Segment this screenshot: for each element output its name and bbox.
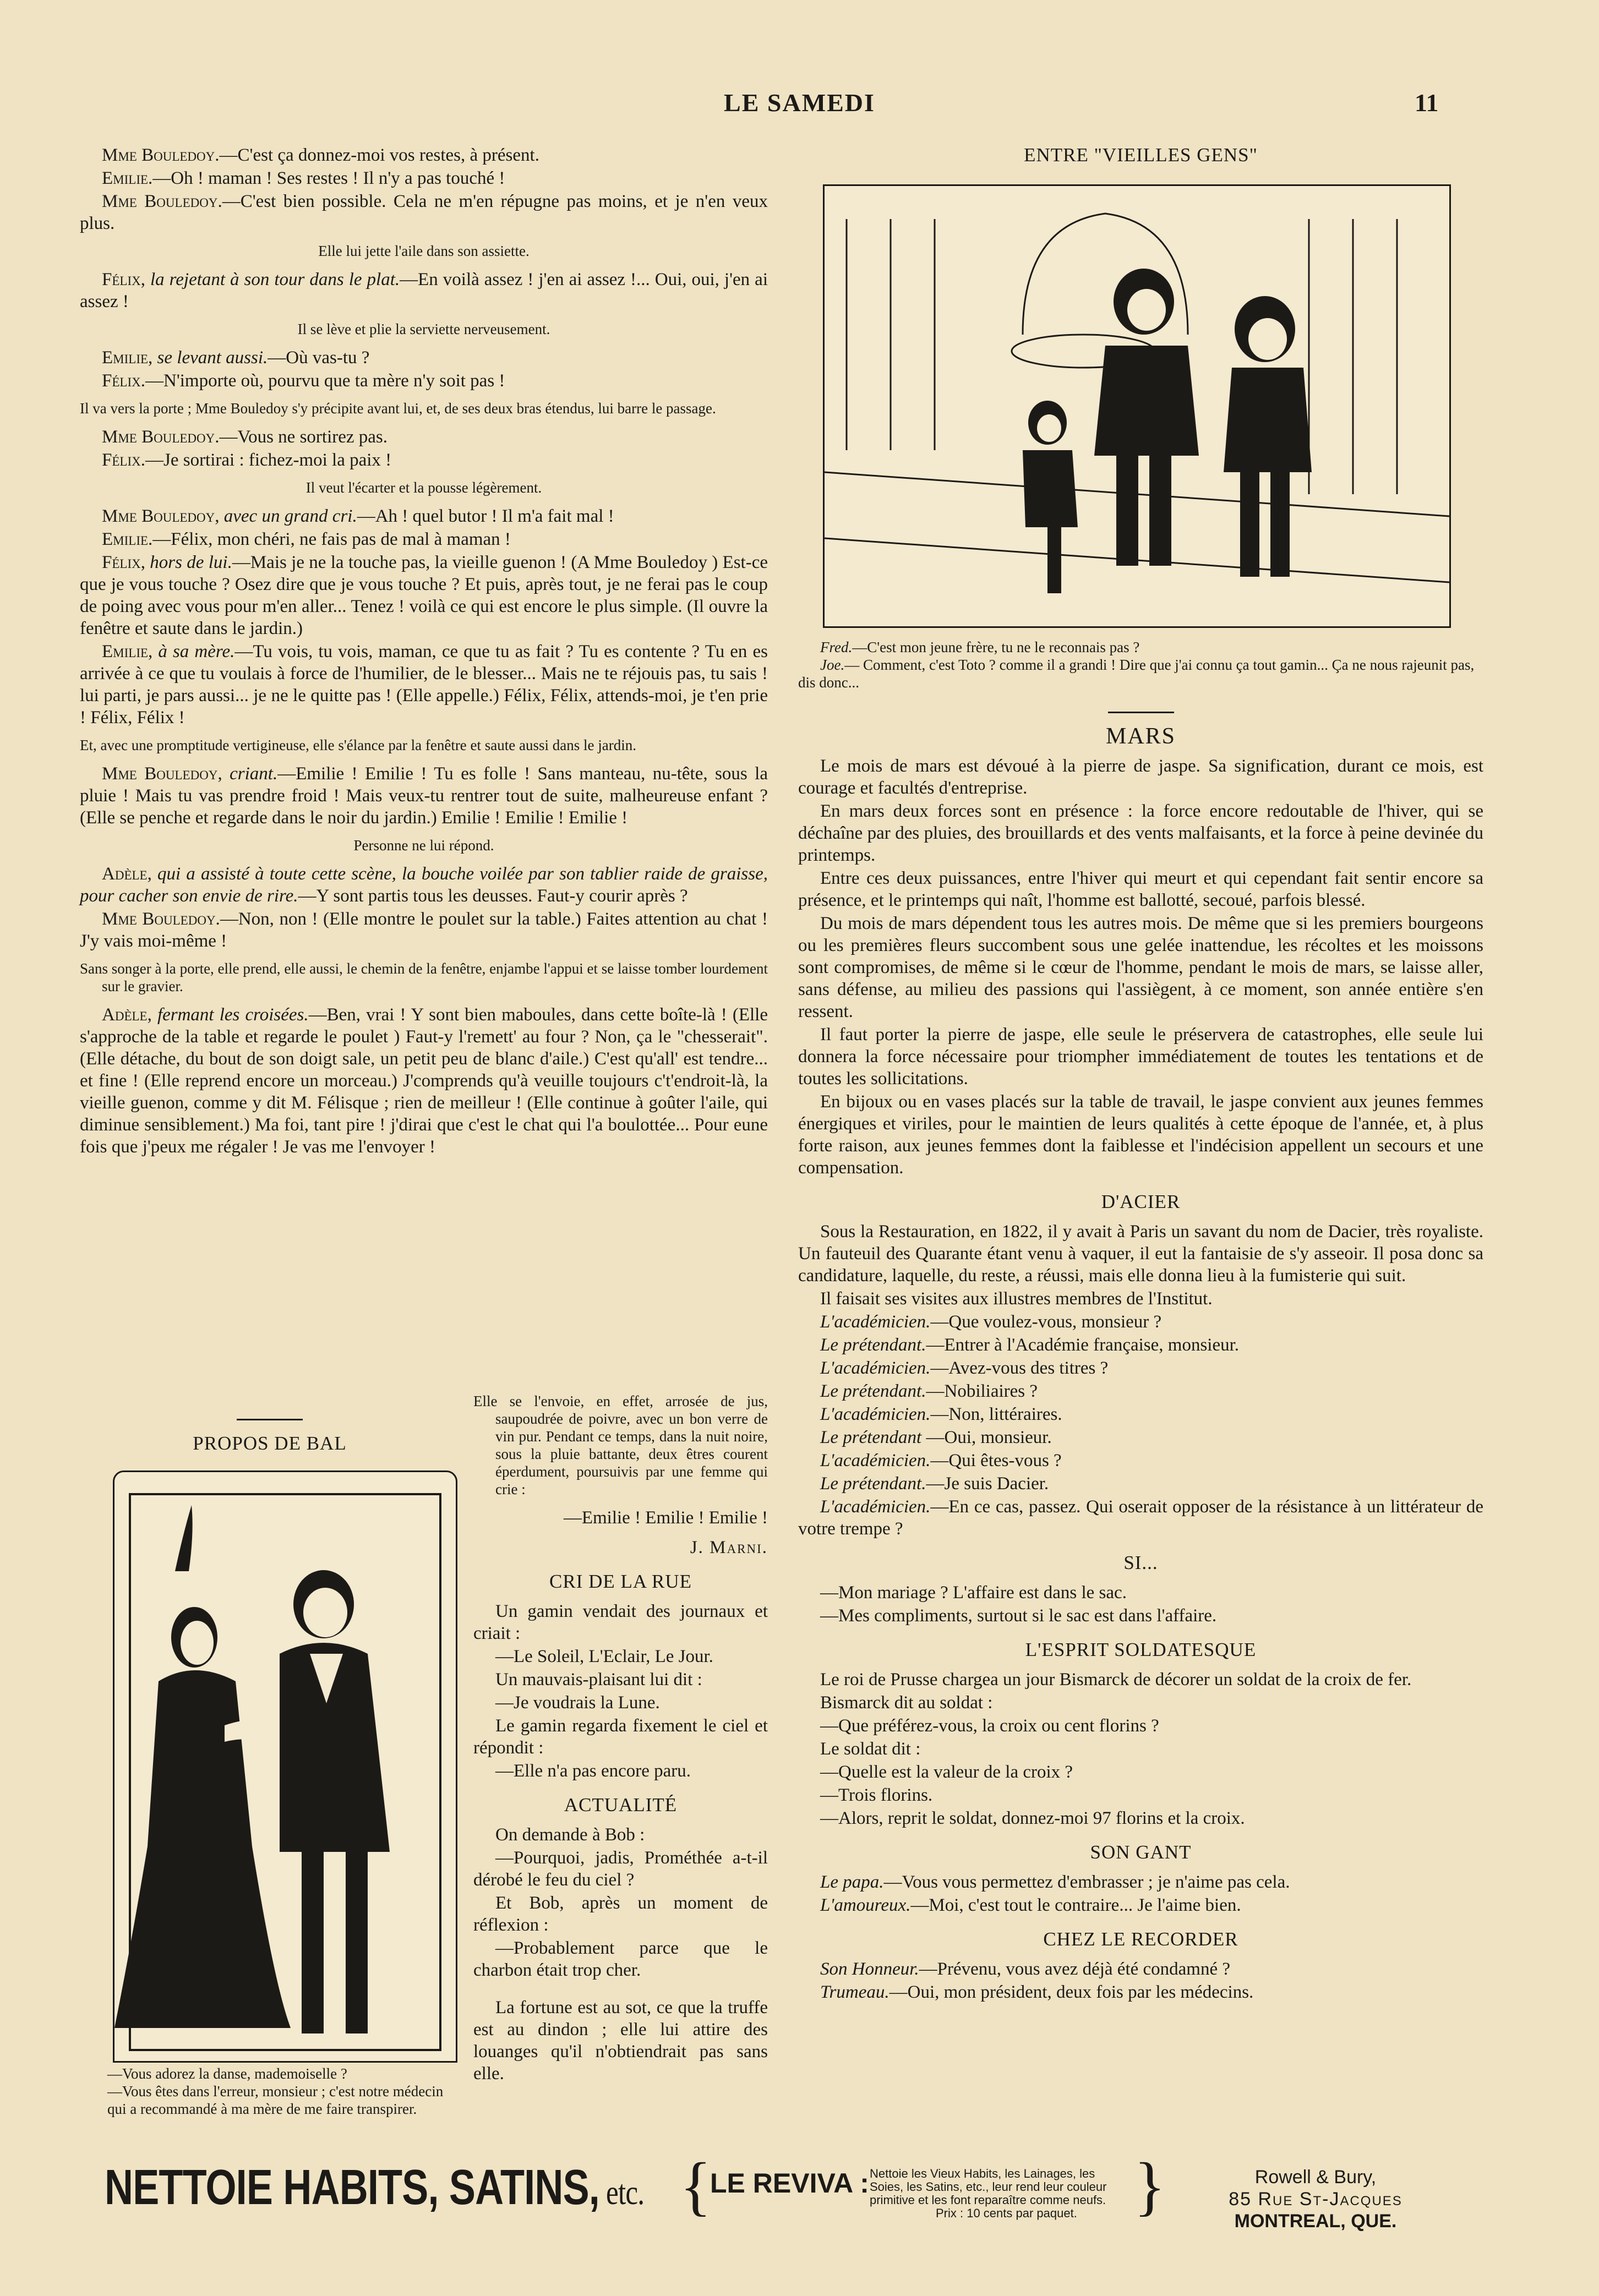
boys-drawing: [825, 186, 1449, 626]
cri-de-la-rue-title: CRI DE LA RUE: [549, 1571, 692, 1592]
dacier-dialogue-line: [798, 1450, 1483, 1472]
actualite-line: —Pourquoi, jadis, Prométhée a-t-il dérobé le feu du ciel ?: [473, 1848, 768, 1890]
dialogue-text: —Non, non ! (Elle montre le poulet sur la table.) Faites attention au chat ! J'y vais moi-même !: [80, 909, 768, 951]
dialogue-line: [80, 426, 768, 448]
dialogue-text: —Y sont partis tous les deusses. Faut-y courir après ?: [298, 886, 688, 906]
son-gant-text: —Vous vous permettez d'embrasser ; je n'aime pas cela.: [883, 1872, 1290, 1892]
dialogue-line: [80, 347, 768, 369]
dacier-title: D'ACIER: [1101, 1191, 1181, 1212]
propos-de-bal-caption: [85, 2065, 460, 2118]
ad-brace-left: {: [680, 2149, 712, 2222]
ad-headline: NETTOIE HABITS, SATINS, etc.: [105, 2160, 645, 2215]
final-cry: —Emilie ! Emilie ! Emilie !: [563, 1508, 768, 1528]
stage-direction: Il va vers la porte ; Mme Bouledoy s'y précipite avant lui, et, de ses deux bras étendus, lui barre le passage.: [80, 400, 716, 417]
speaker-name: Emilie.: [102, 529, 153, 549]
vieilles-gens-title: ENTRE "VIEILLES GENS": [1024, 144, 1258, 166]
mars-paragraph: En bijoux ou en vases placés sur la table de travail, le jaspe convient aux jeunes femmes énergiques et viriles, pour le maintien de leurs qualités à cette époque de l'année, et, à plus forte raison, aux jeunes femmes dont la faiblesse et l'indécision appellent un secours et une compensation.: [798, 1092, 1483, 1178]
stage-direction-inline: la rejetant à son tour dans le plat.: [145, 270, 400, 289]
dacier-speaker: Le prétendant.: [820, 1335, 926, 1355]
vieilles-gens-illustration: [823, 184, 1451, 628]
dialogue-text: —Je sortirai : fichez-moi la paix !: [145, 450, 392, 470]
cri-line: Un gamin vendait des journaux et criait :: [473, 1601, 768, 1643]
esprit-line: Le roi de Prusse chargea un jour Bismarck de décorer un soldat de la croix de fer.: [820, 1670, 1412, 1690]
son-gant-line: [798, 1871, 1483, 1893]
speaker-name: Adèle,: [102, 864, 152, 884]
cri-line: —Le Soleil, L'Eclair, Le Jour.: [495, 1647, 713, 1666]
mars-paragraph: En mars deux forces sont en présence : la force encore redoutable de l'hiver, qui se déchaîne par des pluies, des brouillards et des vents malfaisants, et la force à peine devinée du printemps.: [798, 801, 1483, 865]
dialogue-line: [80, 144, 768, 166]
cri-line: Un mauvais-plaisant lui dit :: [495, 1670, 702, 1690]
dacier-text: —Avez-vous des titres ?: [930, 1358, 1109, 1378]
ad-company-name: Rowell & Bury,: [1254, 2167, 1377, 2188]
dialogue-text: —Félix, mon chéri, ne fais pas de mal à maman !: [152, 529, 511, 549]
ad-company-city: MONTREAL, QUE.: [1234, 2211, 1397, 2232]
left-column-play: [80, 144, 768, 1159]
ad-company-block: [1161, 2166, 1470, 2232]
esprit-line: —Alors, reprit le soldat, donnez-moi 97 florins et la croix.: [820, 1808, 1245, 1828]
dacier-speaker: L'académicien.: [820, 1497, 931, 1517]
stage-direction-inline: se levant aussi.: [152, 348, 268, 368]
dialogue-line: [80, 908, 768, 952]
dacier-dialogue-line: [798, 1473, 1483, 1495]
speaker-name: Mme Bouledoy.: [102, 192, 222, 211]
recorder-text: —Prévenu, vous avez déjà été condamné ?: [919, 1959, 1231, 1979]
speaker-name: Mme Bouledoy,: [102, 764, 222, 784]
cri-de-la-rue-body: [473, 1600, 768, 1782]
right-column-body: [798, 702, 1483, 2004]
stage-direction-inline: qui a assisté à toute cette scène, la bouche voilée par son tablier raide de graisse, pour cacher son envie de rire.: [80, 864, 768, 906]
caption-text: — Comment, c'est Toto ? comme il a grandi ! Dire que j'ai connu ça tout gamin... Ça ne nous rajeunit pas, dis donc...: [798, 657, 1475, 691]
dialogue-text: —N'importe où, pourvu que ta mère n'y soit pas !: [145, 371, 505, 391]
mars-paragraph: Il faut porter la pierre de jaspe, elle seule le préservera de catastrophes, elle seule lui donnera la force nécessaire pour triompher immédiatement de toutes les tentations et de toutes les sollicitations.: [798, 1025, 1483, 1089]
actualite-line: Et Bob, après un moment de réflexion :: [473, 1893, 768, 1935]
speaker-name: Mme Bouledoy.: [102, 909, 220, 929]
dacier-speaker: L'académicien.: [820, 1358, 931, 1378]
stage-direction-inline: hors de lui.: [145, 553, 232, 572]
propos-de-bal-illustration: [113, 1470, 457, 2063]
dacier-text: —Que voulez-vous, monsieur ?: [930, 1312, 1162, 1332]
stage-direction-inline: fermant les croisées.: [151, 1005, 309, 1025]
caption-speaker: Joe.: [820, 657, 845, 673]
esprit-soldatesque-title: L'ESPRIT SOLDATESQUE: [1025, 1639, 1257, 1660]
actualite-body: [473, 1824, 768, 1981]
stage-direction-inline: à sa mère.: [152, 642, 235, 662]
dacier-paragraph: Il faisait ses visites aux illustres membres de l'Institut.: [820, 1289, 1213, 1309]
right-column-top: [798, 144, 1483, 174]
dialogue-text: —C'est bien possible. Cela ne m'en répugne pas moins, et je n'en veux plus.: [80, 192, 768, 233]
stage-direction: Elle lui jette l'aile dans son assiette.: [318, 243, 530, 259]
section-rule: [237, 1419, 303, 1420]
recorder-line: [798, 1958, 1483, 1980]
dacier-speaker: L'académicien.: [820, 1451, 931, 1470]
dacier-text: —En ce cas, passez. Qui oserait opposer de la résistance à un littérateur de votre trempe ?: [798, 1497, 1483, 1539]
dialogue-text: —Tu vois, tu vois, maman, ce que tu as fait ? Tu es contente ? Tu en es arrivée à ce que tu voulais à force de l'humilier, de le blesser... Mais ne te réjouis pas, tu sais ! lui parti, je pars aussi... je ne le quitte pas ! (Elle appelle.) Félix, Félix, attends-moi, je t'en prie ! Félix, Félix !: [80, 642, 768, 728]
dialogue-text: —Ben, vrai ! Y sont bien maboules, dans cette boîte-là ! (Elle s'approche de la table et regarde le poulet ) Faut-y l'remett' au four ? Non, ça le "chesserait". (Elle détache, du bout de son doigt sale, un petit peu de blanc d'aile.) C'est qu'all' est tendre... et fine ! (Elle reprend encore un morceau.) J'comprends qu'à veuille toujours c't'endroit-là, la vieille guenon, comme y dit M. Félisque ; rien de meilleur ! (Elle continue à goûter l'aile, qui diminue sensiblement.) Ma foi, tant pire ! j'dirai que c'est le chat qui l'a boulottée... Pour eune fois que j'peux me régaler ! Je vas me l'envoyer !: [80, 1005, 768, 1157]
dialogue-line: [80, 551, 768, 639]
dialogue-text: —Oh ! maman ! Ses restes ! Il n'y a pas touché !: [152, 168, 505, 188]
cri-line: —Je voudrais la Lune.: [495, 1693, 660, 1713]
dacier-speaker: L'académicien.: [820, 1404, 931, 1424]
recorder-line: [798, 1981, 1483, 2003]
dialogue-text: —Ah ! quel butor ! Il m'a fait mal !: [357, 506, 614, 526]
speaker-name: Félix.: [102, 450, 145, 470]
dialogue-text: —Mais je ne la touche pas, la vieille guenon ! (A Mme Bouledoy ) Est-ce que je vous touche ? Osez dire que je vous touche ? Et puis, après tout, je ne ferai pas le coup de poing avec vous pour m'en aller... Tenez ! voilà ce qui est encore le plus simple. (Il ouvre la fenêtre et saute dans le jardin.): [80, 553, 768, 638]
dialogue-line: [80, 1004, 768, 1158]
son-gant-text: —Moi, c'est tout le contraire... Je l'aime bien.: [910, 1895, 1241, 1915]
stage-direction-inline: avec un grand cri.: [219, 506, 357, 526]
caption-line: [798, 656, 1483, 691]
recorder-text: —Oui, mon président, deux fois par les médecins.: [889, 1982, 1254, 2002]
caption-line: —Vous adorez la danse, mademoiselle ?: [107, 2065, 347, 2082]
middle-column: [473, 1392, 768, 2086]
speaker-name: Emilie,: [102, 348, 153, 368]
recorder-speaker: Trumeau.: [820, 1982, 889, 2002]
ad-brace-right: }: [1134, 2149, 1166, 2222]
dialogue-line: [80, 863, 768, 907]
dialogue-text: —Où vas-tu ?: [268, 348, 370, 368]
esprit-line: —Que préférez-vous, la croix ou cent florins ?: [820, 1716, 1159, 1736]
dacier-text: —Oui, monsieur.: [921, 1428, 1052, 1447]
dialogue-text: —Emilie ! Emilie ! Tu es folle ! Sans manteau, nu-tête, sous la pluie ! Mais tu vas prendre froid ! Mais veux-tu rentrer tout de suite, malheureuse enfant ? (Elle se penche et regarde dans le noir du jardin.) Emilie ! Emilie ! Emilie !: [80, 764, 768, 828]
dialogue-text: —Vous ne sortirez pas.: [219, 427, 388, 447]
speaker-name: Mme Bouledoy.: [102, 427, 220, 447]
caption-text: —C'est mon jeune frère, tu ne le reconnais pas ?: [852, 639, 1140, 655]
speaker-name: Félix,: [102, 270, 145, 289]
dacier-text: —Entrer à l'Académie française, monsieur.: [926, 1335, 1240, 1355]
cri-line: Le gamin regarda fixement le ciel et répondit :: [473, 1716, 768, 1758]
dialogue-text: —C'est ça donnez-moi vos restes, à présent.: [219, 145, 539, 165]
dialogue-line: [80, 269, 768, 313]
stage-direction: Il veut l'écarter et la pousse légèrement.: [305, 479, 542, 496]
dacier-text: —Non, littéraires.: [930, 1404, 1062, 1424]
si-title: SI...: [1123, 1552, 1158, 1573]
propos-de-bal-block: [80, 1409, 460, 1462]
mars-paragraph: Entre ces deux puissances, entre l'hiver qui meurt et qui cependant fait sentir encore sa présence, et le printemps qui naît, l'homme est ballotté, secoué, parfois blessé.: [798, 868, 1483, 910]
caption-speaker: Fred.: [820, 639, 853, 655]
son-gant-speaker: L'amoureux.: [820, 1895, 911, 1915]
stage-direction: Il se lève et plie la serviette nerveusement.: [297, 321, 550, 337]
speaker-name: Emilie,: [102, 642, 153, 662]
stage-direction: Sans songer à la porte, elle prend, elle aussi, le chemin de la fenêtre, enjambe l'appui et se laisse tomber lourdement sur le gravier.: [80, 960, 768, 994]
page-number: 11: [1415, 89, 1439, 117]
ad-company-address: 85 Rue St-Jacques: [1229, 2189, 1402, 2210]
son-gant-line: [798, 1894, 1483, 1916]
dialogue-line: [80, 190, 768, 234]
stage-direction: Et, avec une promptitude vertigineuse, elle s'élance par la fenêtre et saute aussi dans le jardin.: [80, 737, 636, 753]
actualite-line: On demande à Bob :: [495, 1825, 645, 1845]
stage-direction-end: Elle se l'envoie, en effet, arrosée de jus, saupoudrée de poivre, avec un bon verre de vin pur. Pendant ce temps, dans la nuit noire, sous la pluie battante, deux êtres courent éperdument, poursuivis par une femme qui crie :: [473, 1393, 768, 1497]
dacier-dialogue-line: [798, 1334, 1483, 1356]
mars-title: MARS: [1105, 724, 1176, 749]
cri-line: —Elle n'a pas encore paru.: [495, 1761, 691, 1781]
son-gant-title: SON GANT: [1090, 1841, 1192, 1863]
actualite-title: ACTUALITÉ: [564, 1794, 678, 1816]
author-signature: J. Marni.: [690, 1538, 768, 1557]
dacier-speaker: L'académicien.: [820, 1312, 931, 1332]
actualite-line: —Probablement parce que le charbon était trop cher.: [473, 1938, 768, 1980]
esprit-line: —Quelle est la valeur de la croix ?: [820, 1762, 1073, 1782]
dacier-dialogue-line: [798, 1496, 1483, 1540]
dacier-text: —Nobiliaires ?: [926, 1381, 1038, 1401]
dialogue-line: [80, 505, 768, 527]
dacier-dialogue-line: [798, 1426, 1483, 1448]
dialogue-line: [80, 641, 768, 729]
fortune-maxim: La fortune est au sot, ce que la truffe est au dindon ; elle lui attire des louanges qu'il n'obtiendrait pas sans elle.: [473, 1998, 768, 2084]
dacier-dialogue-line: [798, 1357, 1483, 1379]
speaker-name: Mme Bouledoy,: [102, 506, 220, 526]
dialogue-line: [80, 449, 768, 471]
vieilles-gens-caption: [798, 638, 1483, 691]
speaker-name: Emilie.: [102, 168, 153, 188]
ad-reviva-description: Nettoie les Vieux Habits, les Lainages, les Soies, les Satins, etc., leur rend leur couleur primitive et les font reparaître comme neufs. Prix : 10 cents par paquet.: [870, 2167, 1107, 2220]
speaker-name: Félix.: [102, 371, 145, 391]
dacier-speaker: Le prétendant.: [820, 1381, 926, 1401]
dacier-text: —Je suis Dacier.: [926, 1474, 1049, 1494]
dacier-speaker: Le prétendant: [820, 1428, 922, 1447]
recorder-speaker: Son Honneur.: [820, 1959, 919, 1979]
speaker-name: Félix,: [102, 553, 145, 572]
esprit-line: Le soldat dit :: [820, 1739, 921, 1759]
dacier-dialogue-line: [798, 1311, 1483, 1333]
speaker-name: Mme Bouledoy.: [102, 145, 220, 165]
ad-reviva-brand: LE REVIVA :: [710, 2168, 869, 2199]
mars-paragraph: Le mois de mars est dévoué à la pierre de jaspe. Sa signification, durant ce mois, est courage et facultés d'entreprise.: [798, 756, 1483, 798]
dialogue-line: [80, 370, 768, 392]
caption-line: [798, 638, 1483, 656]
mars-paragraph: Du mois de mars dépendent tous les autres mois. De même que si les premiers bourgeons ou les premières fleurs succombent sous une gelée inattendue, les récoltes et les moissons sont compromises, de même si le cœur de l'homme, pendant le mois de mars, se laisse aller, sans défense, au milieu des passions qui l'assiègent, à ce moment, son année entière s'en ressent.: [798, 914, 1483, 1021]
dialogue-line: [80, 763, 768, 829]
dialogue-line: [80, 528, 768, 550]
son-gant-speaker: Le papa.: [820, 1872, 884, 1892]
esprit-line: Bismarck dit au soldat :: [820, 1693, 993, 1713]
dacier-paragraph: Sous la Restauration, en 1822, il y avait à Paris un savant du nom de Dacier, très royaliste. Un fauteuil des Quarante étant venu à vaquer, il eut la fantaisie de s'y asseoir. Il posa donc sa candidature, laquelle, du reste, a réussi, mais elle donna lieu à la fumisterie qui suit.: [798, 1222, 1483, 1286]
dacier-text: —Qui êtes-vous ?: [930, 1451, 1062, 1470]
dacier-speaker: Le prétendant.: [820, 1474, 926, 1494]
section-rule: [1108, 712, 1174, 713]
advertisement-banner: [0, 2149, 1599, 2240]
speaker-name: Adèle,: [102, 1005, 152, 1025]
propos-de-bal-title: PROPOS DE BAL: [193, 1433, 347, 1454]
dialogue-text: —En voilà assez ! j'en ai assez !... Oui, oui, j'en ai assez !: [80, 270, 768, 311]
stage-direction: Personne ne lui répond.: [353, 837, 494, 854]
stage-direction-inline: criant.: [222, 764, 278, 784]
dacier-dialogue-line: [798, 1403, 1483, 1425]
si-line: —Mes compliments, surtout si le sac est dans l'affaire.: [820, 1606, 1217, 1626]
page-header-title: LE SAMEDI: [724, 89, 875, 117]
ball-couple-drawing: [114, 1472, 456, 2061]
si-line: —Mon mariage ? L'affaire est dans le sac.: [820, 1583, 1127, 1603]
dialogue-line: [80, 167, 768, 189]
caption-line: —Vous êtes dans l'erreur, monsieur ; c'est notre médecin qui a recommandé à ma mère de me faire transpirer.: [107, 2083, 444, 2117]
dacier-dialogue-line: [798, 1380, 1483, 1402]
esprit-line: —Trois florins.: [820, 1785, 933, 1805]
recorder-title: CHEZ LE RECORDER: [1043, 1928, 1238, 1950]
